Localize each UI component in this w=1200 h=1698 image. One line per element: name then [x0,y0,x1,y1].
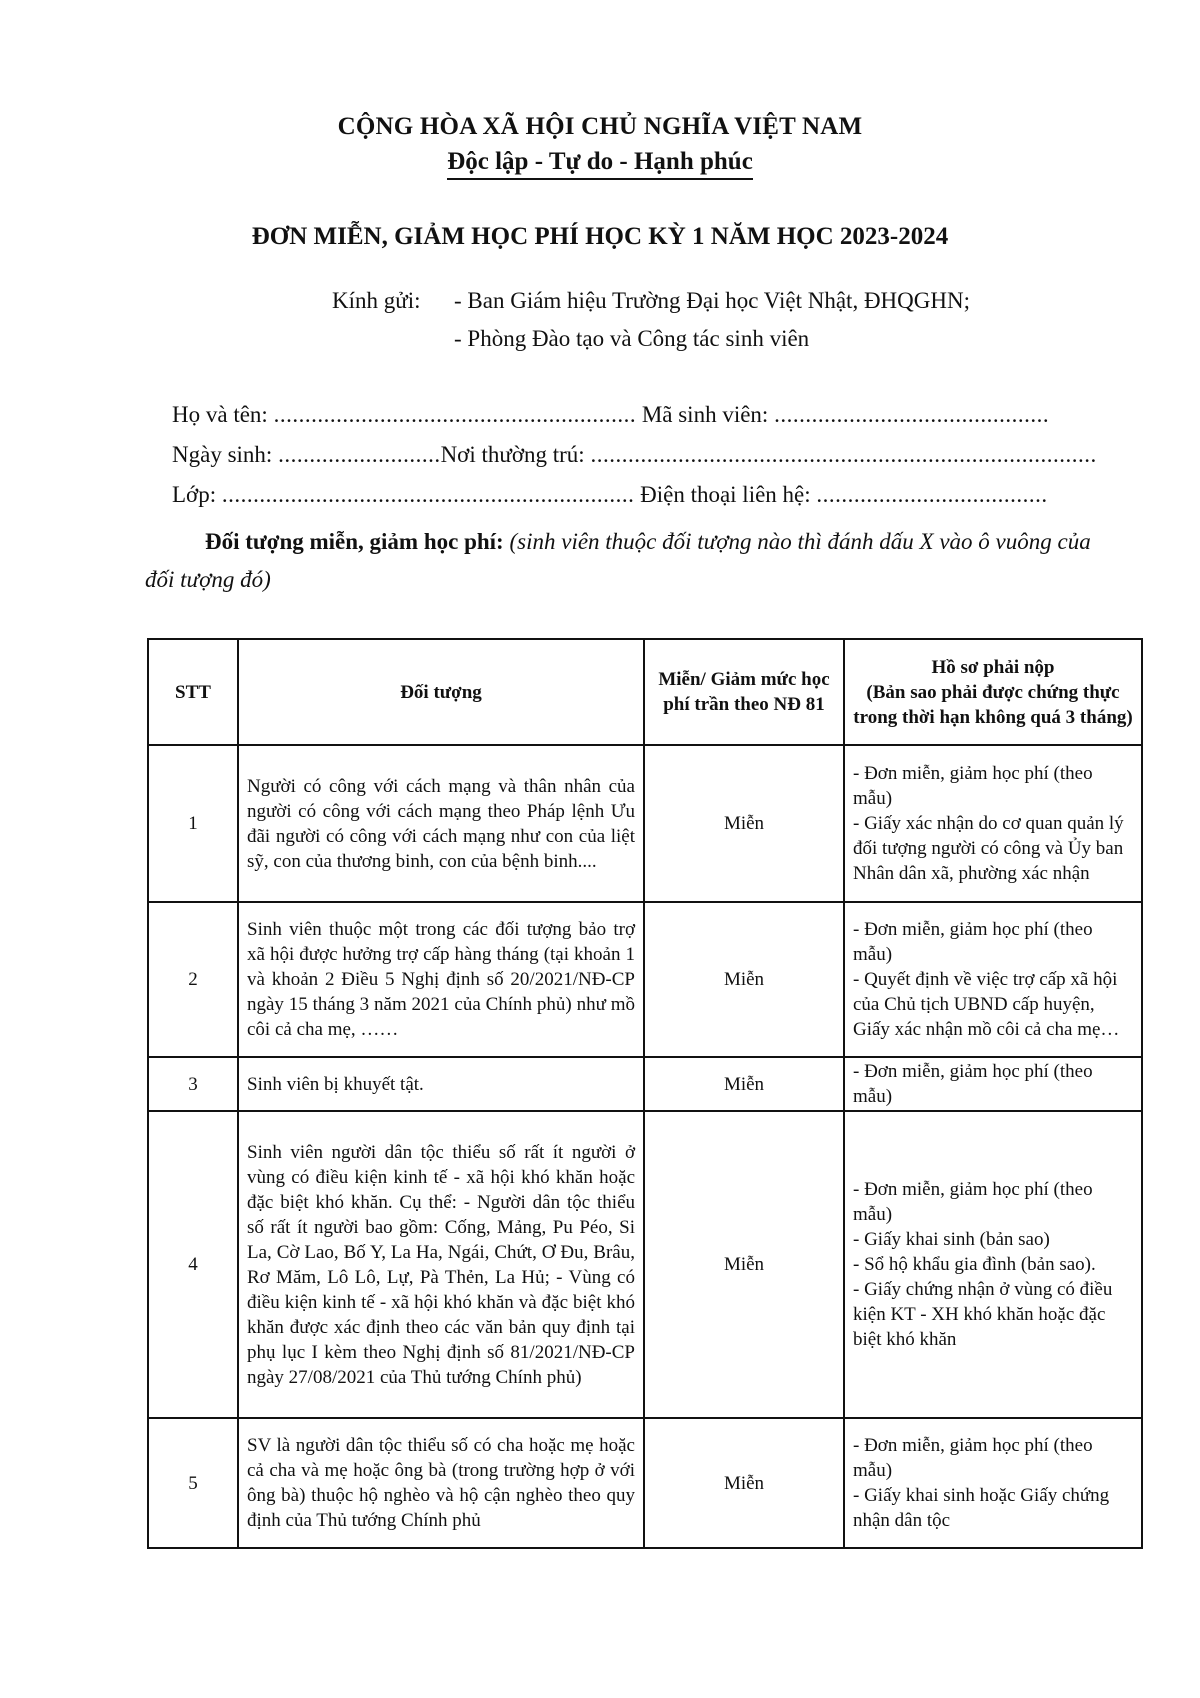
addressee-line-1 [332,288,970,314]
table-row[interactable] [148,902,1142,1057]
row-docs [844,902,1142,1057]
addressee-label: Kính gửi: [332,288,421,313]
doc-item: - Giấy khai sinh (bản sao) [853,1229,1050,1250]
row-stt: 3 [148,1057,238,1111]
row-level: Miễn [644,1111,844,1418]
row-level: Miễn [644,902,844,1057]
name-field[interactable]: .......................................................... [273,402,637,427]
doc-item: - Giấy xác nhận do cơ quan quản lý đối tượng người có công và Ủy ban Nhân dân xã, phường xác nhận [853,813,1124,884]
national-title: CỘNG HÒA XÃ HỘI CHỦ NGHĨA VIỆT NAM [337,113,863,140]
row-stt: 1 [148,745,238,902]
residence-label: Nơi thường trú: [440,442,585,467]
addressee-recipient-1: - Ban Giám hiệu Trường Đại học Việt Nhật, ĐHQGHN; [454,288,970,313]
eligibility-note [145,523,1120,599]
row-object: Sinh viên thuộc một trong các đối tượng bảo trợ xã hội được hưởng trợ cấp hàng tháng (tại khoản 1 và khoản 2 Điều 5 Nghị định số 20/2021/NĐ-CP ngày 15 tháng 3 năm 2021 của Chính phủ) như mồ côi cả cha mẹ, …… [238,902,644,1057]
row-docs [844,745,1142,902]
eligibility-label: Đối tượng miễn, giảm học phí: [205,529,504,554]
table-row[interactable] [148,1111,1142,1418]
class-label: Lớp: [172,482,217,507]
phone-field[interactable]: ..................................... [816,482,1048,507]
row-object: SV là người dân tộc thiểu số có cha hoặc mẹ hoặc cả cha và mẹ hoặc ông bà (trong trường hợp ở với ông bà) thuộc hộ nghèo và hộ cận nghèo theo quy định của Thủ tướng Chính phủ [238,1418,644,1548]
row-stt: 4 [148,1111,238,1418]
doc-item: - Đơn miễn, giảm học phí (theo mẫu) [853,1435,1093,1481]
doc-item: - Đơn miễn, giảm học phí (theo mẫu) [853,763,1093,809]
doc-item: - Đơn miễn, giảm học phí (theo mẫu) [853,1179,1093,1225]
header-docs [844,639,1142,745]
row-level: Miễn [644,1057,844,1111]
residence-field[interactable]: ................................................................................. [590,442,1097,467]
row-object: Sinh viên người dân tộc thiểu số rất ít người ở vùng có điều kiện kinh tế - xã hội khó khăn hoặc đặc biệt khó khăn. Cụ thể: - Người dân tộc thiểu số rất ít người bao gồm: Cống, Mảng, Pu Péo, Si La, Cờ Lao, Bố Y, La Ha, Ngái, Chứt, Ơ Đu, Brâu, Rơ Măm, Lô Lô, Lự, Pà Thẻn, La Hủ; - Vùng có điều kiện kinh tế - xã hội khó khăn và đặc biệt khó khăn được xác định theo các văn bản quy định tại phụ lục I kèm theo Nghị định số 81/2021/NĐ-CP ngày 27/08/2021 của Thủ tướng Chính phủ) [238,1111,644,1418]
dob-label: Ngày sinh: [172,442,273,467]
national-motto [0,148,1200,180]
row-docs [844,1057,1142,1111]
eligibility-table [147,638,1143,1549]
header-docs-subtitle: (Bản sao phải được chứng thực trong thời hạn không quá 3 tháng) [853,681,1133,728]
student-id-label: Mã sinh viên: [641,402,769,427]
header-stt: STT [148,639,238,745]
doc-item: - Đơn miễn, giảm học phí (theo mẫu) [853,1061,1093,1107]
motto-text: Độc lập - Tự do - Hạnh phúc [447,148,753,180]
name-label: Họ và tên: [172,402,268,427]
row-stt: 2 [148,902,238,1057]
header-docs-title: Hồ sơ phải nộp [931,656,1055,678]
row-stt: 5 [148,1418,238,1548]
table-row[interactable] [148,745,1142,902]
doc-item: - Sổ hộ khẩu gia đình (bản sao). [853,1254,1096,1275]
doc-item: - Giấy khai sinh hoặc Giấy chứng nhận dân tộc [853,1485,1110,1531]
table-header-row [148,639,1142,745]
field-row-dob [172,442,1097,468]
dob-field[interactable]: .......................... [278,442,441,467]
header-level: Miễn/ Giảm mức học phí trần theo NĐ 81 [644,639,844,745]
field-row-name [172,402,1049,428]
header-object: Đối tượng [238,639,644,745]
row-object: Sinh viên bị khuyết tật. [238,1057,644,1111]
doc-item: - Đơn miễn, giảm học phí (theo mẫu) [853,919,1093,965]
doc-item: - Giấy chứng nhận ở vùng có điều kiện KT - XH khó khăn hoặc đặc biệt khó khăn [853,1279,1113,1350]
row-docs [844,1418,1142,1548]
field-row-class [172,482,1048,508]
eligibility-instruction: (sinh viên thuộc đối tượng nào thì đánh dấu X vào ô vuông của đối tượng đó) [145,529,1091,592]
row-object: Người có công với cách mạng và thân nhân của người có công với cách mạng theo Pháp lệnh Ưu đãi người có công với cách mạng như con của liệt sỹ, con của thương binh, con của bệnh binh.... [238,745,644,902]
form-title: ĐƠN MIỄN, GIẢM HỌC PHÍ HỌC KỲ 1 NĂM HỌC 2023-2024 [251,223,949,250]
student-id-field[interactable]: ............................................ [774,402,1050,427]
row-level: Miễn [644,745,844,902]
row-level: Miễn [644,1418,844,1548]
class-field[interactable]: .................................................................. [221,482,635,507]
row-docs [844,1111,1142,1418]
addressee-recipient-2: - Phòng Đào tạo và Công tác sinh viên [454,326,810,351]
doc-item: - Quyết định về việc trợ cấp xã hội của Chủ tịch UBND cấp huyện, Giấy xác nhận mồ côi cả cha mẹ… [853,969,1120,1040]
phone-label: Điện thoại liên hệ: [640,482,811,507]
table-row[interactable] [148,1057,1142,1111]
table-row[interactable] [148,1418,1142,1548]
